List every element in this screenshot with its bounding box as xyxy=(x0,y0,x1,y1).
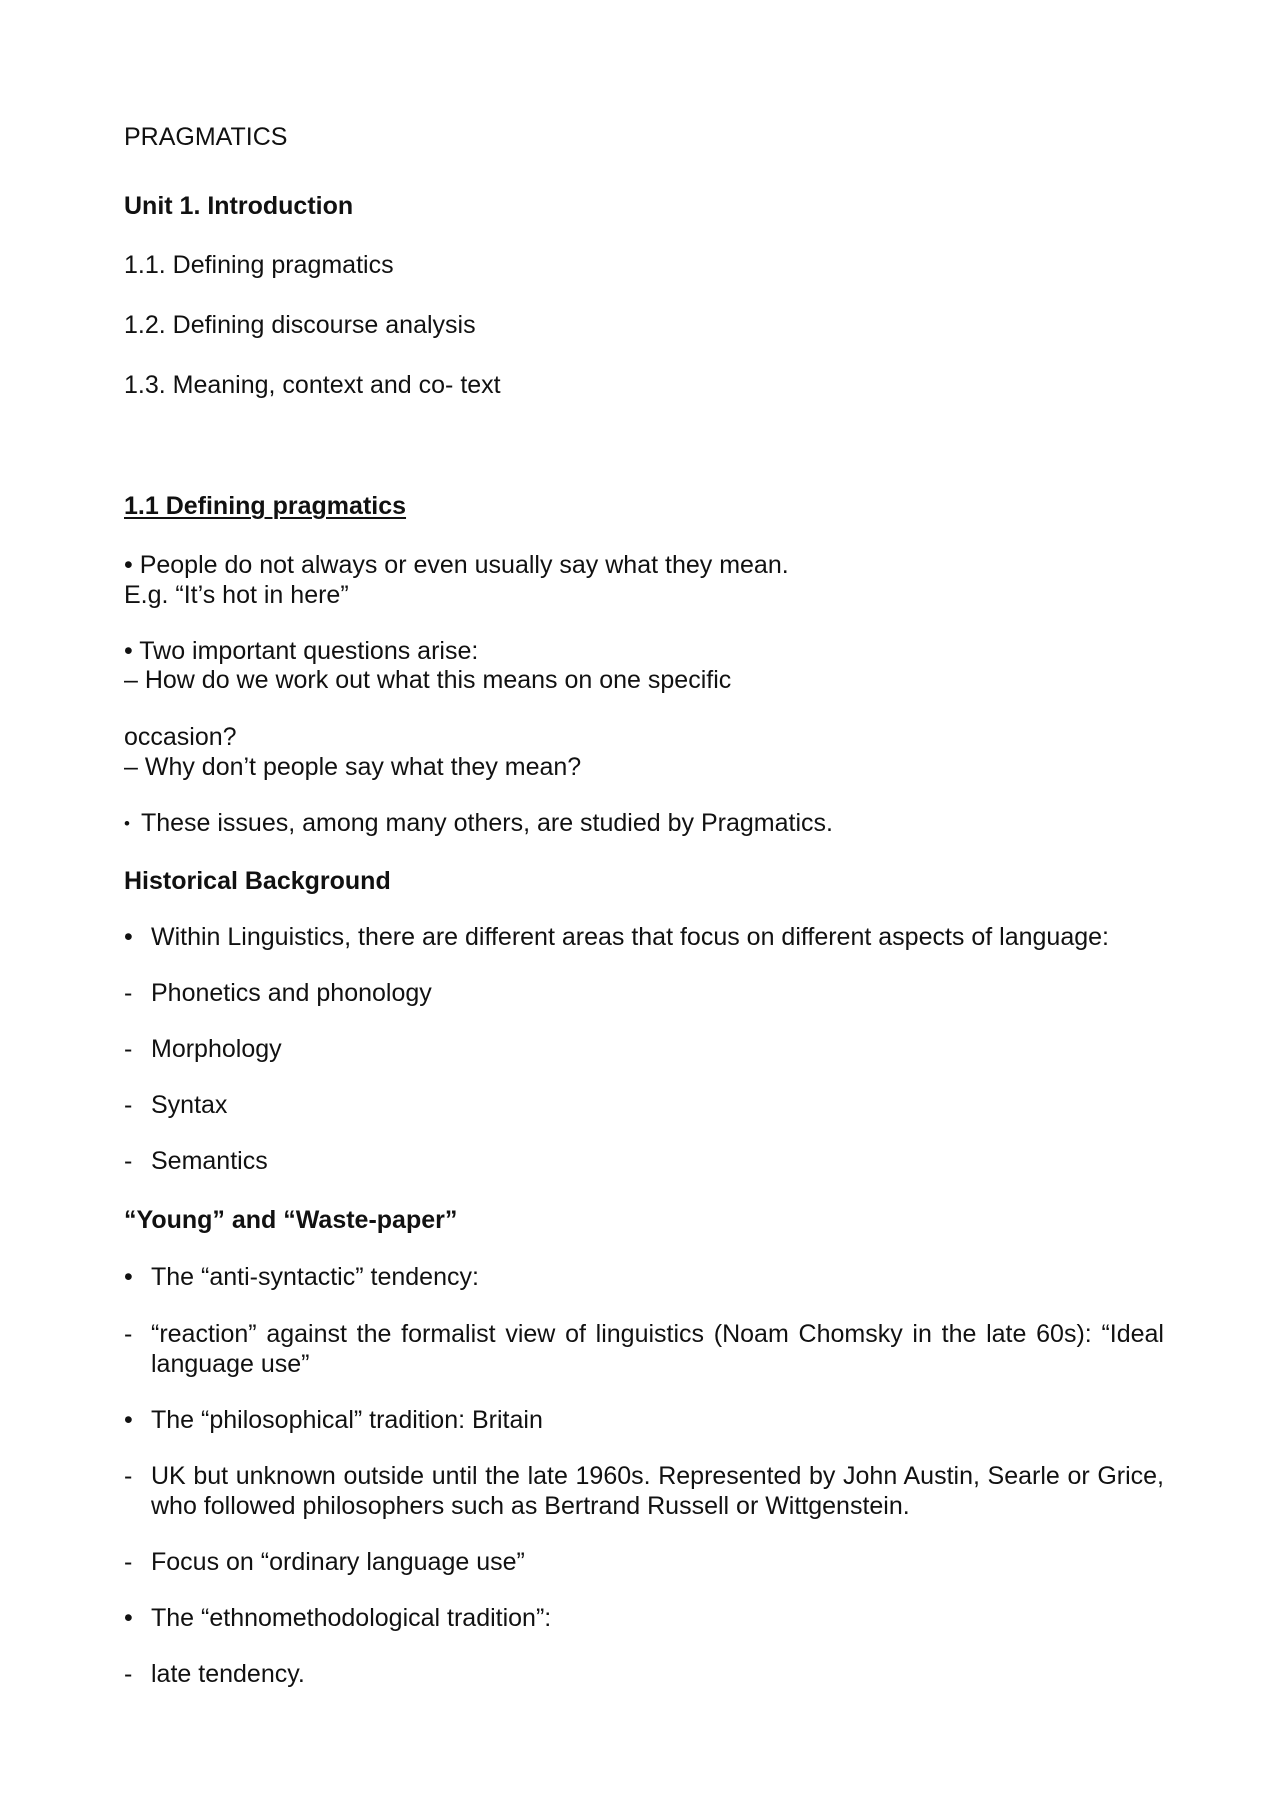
list-marker: - xyxy=(124,1548,133,1576)
list-item-text: Phonetics and phonology xyxy=(151,979,432,1007)
toc-item: 1.1. Defining pragmatics xyxy=(124,251,394,279)
list-marker: - xyxy=(124,1147,133,1175)
course-title: PRAGMATICS xyxy=(124,123,288,151)
list-item-text: late tendency. xyxy=(151,1660,305,1688)
list-item xyxy=(124,1262,1164,1292)
list-item-text: Morphology xyxy=(151,1035,282,1063)
list-marker: - xyxy=(124,1462,133,1490)
intro-text: These issues, among many others, are studied by Pragmatics. xyxy=(140,809,833,837)
unit-title: Unit 1. Introduction xyxy=(124,192,354,220)
list-marker: - xyxy=(124,1035,133,1063)
list-marker: • xyxy=(124,923,133,951)
list-item xyxy=(124,1146,1164,1176)
historical-heading: Historical Background xyxy=(124,867,391,895)
toc-item: 1.3. Meaning, context and co- text xyxy=(124,371,501,399)
list-item xyxy=(124,1547,1164,1577)
intro-paragraph-line: – How do we work out what this means on one specific xyxy=(124,666,732,694)
list-item-text: The “philosophical” tradition: Britain xyxy=(151,1406,543,1434)
intro-paragraph-line: • People do not always or even usually say what they mean. xyxy=(124,551,789,579)
list-marker: - xyxy=(124,979,133,1007)
list-marker: - xyxy=(124,1320,133,1348)
young-heading: “Young” and “Waste-paper” xyxy=(124,1206,458,1234)
toc-item: 1.2. Defining discourse analysis xyxy=(124,311,476,339)
list-item-text: “reaction” against the formalist view of linguistics (Noam Chomsky in the late 60s): “Ideal language use” xyxy=(151,1320,1164,1378)
list-marker: - xyxy=(124,1091,133,1119)
list-marker: • xyxy=(124,1604,133,1632)
list-item xyxy=(124,1603,1164,1633)
list-item xyxy=(124,1461,1164,1521)
intro-paragraph-line: E.g. “It’s hot in here” xyxy=(124,581,349,609)
list-item xyxy=(124,978,1164,1008)
list-item-text: Syntax xyxy=(151,1091,228,1119)
list-item xyxy=(124,1034,1164,1064)
intro-paragraph-line: occasion? xyxy=(124,723,237,751)
list-item xyxy=(124,1090,1164,1120)
section-heading: 1.1 Defining pragmatics xyxy=(124,492,407,520)
list-marker: - xyxy=(124,1660,133,1688)
intro-paragraph-line: • Two important questions arise: xyxy=(124,637,479,665)
list-item-text: Focus on “ordinary language use” xyxy=(151,1548,525,1576)
intro-paragraph-line: – Why don’t people say what they mean? xyxy=(124,753,582,781)
list-item xyxy=(124,1405,1164,1435)
intro-paragraph-line xyxy=(124,808,833,839)
list-marker: • xyxy=(124,1406,133,1434)
list-item xyxy=(124,922,1164,952)
list-item xyxy=(124,1319,1164,1379)
list-item xyxy=(124,1659,1164,1689)
bullet-marker: • xyxy=(124,814,130,833)
list-item-text: The “ethnomethodological tradition”: xyxy=(151,1604,552,1632)
list-item-text: Semantics xyxy=(151,1147,268,1175)
list-marker: • xyxy=(124,1263,133,1291)
list-item-text: Within Linguistics, there are different areas that focus on different aspects of language: xyxy=(151,923,1109,951)
list-item-text: The “anti-syntactic” tendency: xyxy=(151,1263,479,1291)
list-item-text: UK but unknown outside until the late 1960s. Represented by John Austin, Searle or Grice, who followed philosophers such as Bertrand Russell or Wittgenstein. xyxy=(151,1462,1164,1520)
